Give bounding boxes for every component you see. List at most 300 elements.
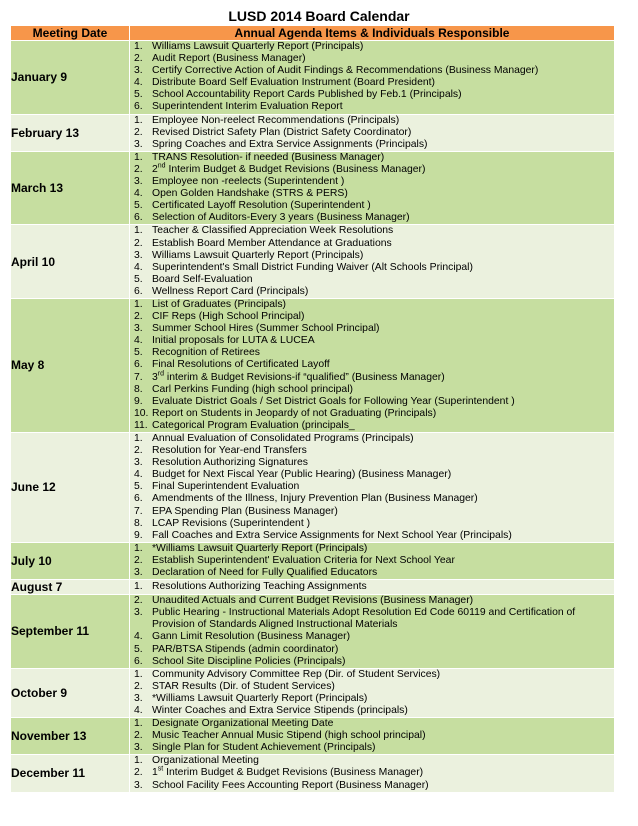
item-number: 1. [134,542,143,554]
item-text [152,225,614,237]
item-body: Wellness Report Card (Principals) [152,285,309,297]
item-number: 5. [134,347,143,359]
agenda-item [130,250,614,262]
item-body: Single Plan for Student Achievement (Principals) [152,742,376,754]
item-body: Williams Lawsuit Quarterly Report (Principals) [152,249,364,261]
item-body: Distribute Board Self Evaluation Instrument (Board President) [152,77,435,89]
item-body: Music Teacher Annual Music Stipend (high school principal) [152,730,426,742]
agenda-item [130,372,614,384]
item-number: 4. [134,469,143,481]
agenda-item [130,41,614,53]
item-body: Employee Non-reelect Recommendations (Principals) [152,114,400,126]
meeting-date: December 11 [11,755,130,792]
item-text [152,506,614,518]
item-body: STAR Results (Dir. of Student Services) [152,680,335,692]
item-body: Report on Students in Jeopardy of not Graduating (Principals) [152,407,437,419]
agenda-item [130,457,614,469]
item-number: 8. [134,517,143,529]
item-text [152,543,614,555]
agenda-item [130,127,614,139]
item-text [152,372,614,384]
item-text [152,445,614,457]
agenda-cell [130,225,615,299]
item-body: *Williams Lawsuit Quarterly Report (Principals) [152,542,368,554]
item-body: Community Advisory Committee Rep (Dir. of Student Services) [152,668,441,680]
item-number: 3. [134,742,143,754]
item-body: Superintendent Interim Evaluation Report [152,101,343,113]
agenda-list [130,718,614,754]
agenda-item [130,705,614,717]
item-number: 1. [134,114,143,126]
meeting-date: August 7 [11,580,130,595]
item-number: 4. [134,261,143,273]
agenda-list [130,299,614,432]
agenda-cell [130,542,615,579]
item-body: Final Superintendent Evaluation [152,481,300,493]
item-body: Williams Lawsuit Quarterly Report (Principals) [152,41,364,52]
meeting-row [11,225,615,299]
item-text [152,286,614,298]
agenda-cell [130,755,615,792]
item-text [152,469,614,481]
agenda-list [130,152,614,225]
item-body: Recognition of Retirees [152,347,261,359]
agenda-list [130,669,614,717]
item-body: Evaluate District Goals / Set District Goals for Following Year (Superintendent ) [152,395,515,407]
item-body: Selection of Auditors-Every 3 years (Business Manager) [152,212,410,224]
agenda-item [130,493,614,505]
item-number: 1. [134,668,143,680]
item-number: 3. [134,249,143,261]
header-row [11,26,615,41]
item-text [152,581,614,593]
item-number: 2. [134,730,143,742]
agenda-item [130,77,614,89]
item-ordinal: 1 [152,767,158,779]
meeting-row [11,41,615,115]
item-body: Spring Coaches and Extra Service Assignments (Principals) [152,138,428,150]
item-body: *Williams Lawsuit Quarterly Report (Principals) [152,692,368,704]
agenda-item [130,669,614,681]
item-text [152,384,614,396]
meeting-date: November 13 [11,718,130,755]
item-body: LCAP Revisions (Superintendent ) [152,517,311,529]
item-number: 1. [134,433,143,444]
meeting-date: October 9 [11,668,130,717]
meeting-date: April 10 [11,225,130,299]
item-number: 4. [134,631,143,643]
item-ordinal-suffix: st [157,765,164,773]
item-body: Resolution Authorizing Signatures [152,457,308,469]
agenda-item [130,445,614,457]
item-body: Interim Budget & Budget Revisions (Business Manager) [163,767,424,779]
item-body: School Site Discipline Policies (Principals) [152,655,346,667]
item-body: Open Golden Handshake (STRS & PERS) [152,188,348,200]
agenda-item [130,656,614,668]
item-number: 6. [134,101,143,113]
item-number: 3. [134,567,143,579]
agenda-item [130,693,614,705]
item-body: Carl Perkins Funding (high school principal) [152,383,353,395]
item-ordinal-suffix: rd [157,370,165,378]
agenda-item [130,730,614,742]
item-text [152,347,614,359]
item-number: 6. [134,359,143,371]
agenda-item [130,188,614,200]
item-number: 6. [134,285,143,297]
item-text [152,631,614,643]
item-number: 4. [134,188,143,200]
agenda-item [130,518,614,530]
item-text [152,65,614,77]
item-number: 6. [134,493,143,505]
item-body: Board Self-Evaluation [152,273,253,285]
item-number: 3. [134,138,143,150]
item-text [152,200,614,212]
meeting-row [11,298,615,432]
item-body: Teacher & Classified Appreciation Week Resolutions [152,225,394,237]
item-text [152,408,614,420]
item-number: 5. [134,481,143,493]
agenda-item [130,396,614,408]
meeting-row [11,668,615,717]
item-text [152,274,614,286]
item-number: 1. [134,581,143,593]
meeting-row [11,580,615,595]
agenda-item [130,767,614,779]
agenda-list [130,595,614,668]
agenda-cell [130,718,615,755]
item-number: 1. [134,755,143,767]
item-number: 2. [134,237,143,249]
agenda-list [130,225,614,298]
agenda-item [130,115,614,127]
item-text [152,359,614,371]
item-text [152,481,614,493]
meeting-date: March 13 [11,151,130,225]
item-body: Summer School Hires (Summer School Principal) [152,323,380,335]
item-number: 1. [134,41,143,52]
agenda-item [130,742,614,754]
item-body: Interim Budget & Budget Revisions (Business Manager) [165,163,426,175]
item-number: 2. [134,554,143,566]
agenda-list [130,115,614,151]
agenda-item [130,335,614,347]
item-text [152,41,614,53]
agenda-cell [130,151,615,225]
item-number: 9. [134,529,143,541]
agenda-item [130,644,614,656]
item-number: 4. [134,335,143,347]
item-body: EPA Spending Plan (Business Manager) [152,505,338,517]
item-text [152,767,614,779]
item-number: 2. [134,767,143,779]
item-body: School Facility Fees Accounting Report (Business Manager) [152,779,429,791]
agenda-item [130,607,614,631]
item-number: 3. [134,779,143,791]
meeting-row [11,542,615,579]
agenda-item [130,681,614,693]
agenda-item [130,65,614,77]
item-text [152,433,614,445]
item-body: Amendments of the Illness, Injury Prevention Plan (Business Manager) [152,493,478,505]
item-body: School Accountability Report Cards Published by Feb.1 (Principals) [152,89,462,101]
item-body: Designate Organizational Meeting Date [152,718,334,730]
item-body: Unaudited Actuals and Current Budget Revisions (Business Manager) [152,595,474,607]
item-number: 9. [134,395,143,407]
meeting-date: September 11 [11,595,130,669]
agenda-item [130,359,614,371]
item-number: 2. [134,311,143,323]
agenda-list [130,543,614,579]
item-number: 2. [134,680,143,692]
meeting-row [11,718,615,755]
agenda-cell [130,580,615,595]
item-text [152,311,614,323]
meeting-row [11,433,615,543]
agenda-list [130,433,614,542]
item-body: Annual Evaluation of Consolidated Programs (Principals) [152,433,414,444]
item-number: 1. [134,718,143,730]
agenda-items-header: Annual Agenda Items & Individuals Responsible [130,26,615,41]
item-text [152,607,614,631]
meeting-row [11,114,615,151]
item-number: 1. [134,225,143,237]
item-text [152,457,614,469]
agenda-cell [130,668,615,717]
item-number: 2. [134,163,143,175]
agenda-item [130,755,614,767]
item-text [152,164,614,176]
agenda-item [130,433,614,445]
item-number: 10. [134,407,149,419]
item-body: Establish Superintendent' Evaluation Criteria for Next School Year [152,554,455,566]
item-text [152,176,614,188]
item-number: 1. [134,151,143,163]
item-text [152,555,614,567]
item-text [152,77,614,89]
item-text [152,693,614,705]
meeting-row [11,755,615,792]
item-number: 5. [134,273,143,285]
agenda-item [130,506,614,518]
item-text [152,595,614,607]
item-text [152,530,614,542]
agenda-item [130,212,614,224]
item-number: 2. [134,445,143,457]
item-text [152,567,614,579]
item-number: 3. [134,457,143,469]
item-body: Revised District Safety Plan (District Safety Coordinator) [152,126,412,138]
item-text [152,238,614,250]
agenda-item [130,238,614,250]
item-body: Certificated Layoff Resolution (Superintendent ) [152,200,371,212]
item-body: Resolution for Year-end Transfers [152,445,307,457]
item-number: 1. [134,298,143,310]
item-text [152,139,614,151]
agenda-list [130,755,614,791]
item-body: Winter Coaches and Extra Service Stipends (principals) [152,704,408,716]
agenda-item [130,139,614,151]
agenda-list [130,41,614,114]
item-body: Superintendent's Small District Funding Waiver (Alt Schools Principal) [152,261,473,273]
item-text [152,262,614,274]
item-text [152,742,614,754]
agenda-cell [130,595,615,669]
agenda-cell [130,114,615,151]
item-text [152,188,614,200]
agenda-item [130,225,614,237]
item-number: 7. [134,505,143,517]
item-body: Public Hearing - Instructional Materials Adopt Resolution Ed Code 60119 and Certification of Provision of Standards Aligned Instructional Materials [152,607,576,631]
meeting-row [11,151,615,225]
item-number: 11. [134,419,148,431]
item-text [152,705,614,717]
agenda-item [130,101,614,113]
item-number: 5. [134,643,143,655]
agenda-item [130,567,614,579]
meeting-date: July 10 [11,542,130,579]
item-number: 3. [134,65,143,77]
agenda-item [130,164,614,176]
agenda-list [130,581,614,593]
agenda-cell [130,298,615,432]
agenda-item [130,152,614,164]
item-body: Employee non -reelects (Superintendent ) [152,176,345,188]
agenda-item [130,286,614,298]
meeting-date-header: Meeting Date [11,26,130,41]
agenda-item [130,481,614,493]
agenda-item [130,631,614,643]
item-body: List of Graduates (Principals) [152,298,286,310]
agenda-item [130,53,614,65]
item-body: Resolutions Authorizing Teaching Assignments [152,581,367,593]
item-text [152,718,614,730]
item-body: Certify Corrective Action of Audit Findings & Recommendations (Business Manager) [152,65,539,77]
item-body: Initial proposals for LUTA & LUCEA [152,335,315,347]
agenda-item [130,420,614,432]
item-text [152,669,614,681]
agenda-item [130,543,614,555]
item-body: Establish Board Member Attendance at Graduations [152,237,392,249]
item-number: 3. [134,176,143,188]
item-body: Organizational Meeting [152,755,259,767]
item-body: Budget for Next Fiscal Year (Public Hearing) (Business Manager) [152,469,452,481]
item-body: Fall Coaches and Extra Service Assignments for Next School Year (Principals) [152,529,512,541]
item-text [152,299,614,311]
item-number: 2. [134,53,143,65]
item-number: 8. [134,383,143,395]
item-body: CIF Reps (High School Principal) [152,311,305,323]
item-text [152,518,614,530]
agenda-cell [130,433,615,543]
item-body: Declaration of Need for Fully Qualified Educators [152,567,378,579]
item-text [152,53,614,65]
meeting-date: January 9 [11,41,130,115]
board-calendar-table [10,25,615,793]
item-text [152,755,614,767]
item-number: 7. [134,371,143,383]
agenda-item [130,347,614,359]
meeting-date: June 12 [11,433,130,543]
item-text [152,89,614,101]
agenda-item [130,469,614,481]
item-number: 2. [134,595,143,607]
item-body: TRANS Resolution- if needed (Business Manager) [152,151,385,163]
agenda-item [130,581,614,593]
item-text [152,780,614,792]
item-text [152,730,614,742]
agenda-item [130,274,614,286]
item-text [152,644,614,656]
page-title: LUSD 2014 Board Calendar [228,8,410,24]
item-body: Categorical Program Evaluation (principals_ [152,419,355,431]
item-text [152,681,614,693]
item-body: Audit Report (Business Manager) [152,53,306,65]
agenda-item [130,555,614,567]
item-number: 3. [134,607,143,619]
item-body: Final Resolutions of Certificated Layoff [152,359,330,371]
agenda-item [130,384,614,396]
agenda-item [130,323,614,335]
item-text [152,420,614,432]
meeting-date: February 13 [11,114,130,151]
item-number: 5. [134,89,143,101]
item-number: 2. [134,126,143,138]
item-text [152,152,614,164]
agenda-item [130,176,614,188]
item-ordinal-suffix: nd [157,162,166,170]
item-text [152,656,614,668]
item-number: 6. [134,212,143,224]
item-number: 4. [134,704,143,716]
agenda-item [130,89,614,101]
item-text [152,250,614,262]
agenda-item [130,780,614,792]
item-number: 3. [134,323,143,335]
calendar-body [11,41,615,793]
item-number: 3. [134,692,143,704]
agenda-cell [130,41,615,115]
item-ordinal: 2 [152,163,158,175]
item-text [152,212,614,224]
item-number: 4. [134,77,143,89]
item-text [152,396,614,408]
item-text [152,101,614,113]
agenda-item [130,299,614,311]
agenda-item [130,408,614,420]
agenda-item [130,718,614,730]
agenda-item [130,262,614,274]
agenda-item [130,311,614,323]
item-text [152,335,614,347]
item-text [152,493,614,505]
item-text [152,323,614,335]
agenda-item [130,595,614,607]
item-body: interim & Budget Revisions-if “qualified” (Business Manager) [164,371,445,383]
item-text [152,115,614,127]
item-number: 6. [134,655,143,667]
item-text [152,127,614,139]
item-ordinal: 3 [152,371,158,383]
agenda-item [130,530,614,542]
item-body: PAR/BTSA Stipends (admin coordinator) [152,643,339,655]
item-number: 5. [134,200,143,212]
item-body: Gann Limit Resolution (Business Manager) [152,631,351,643]
meeting-row [11,595,615,669]
meeting-date: May 8 [11,298,130,432]
agenda-item [130,200,614,212]
